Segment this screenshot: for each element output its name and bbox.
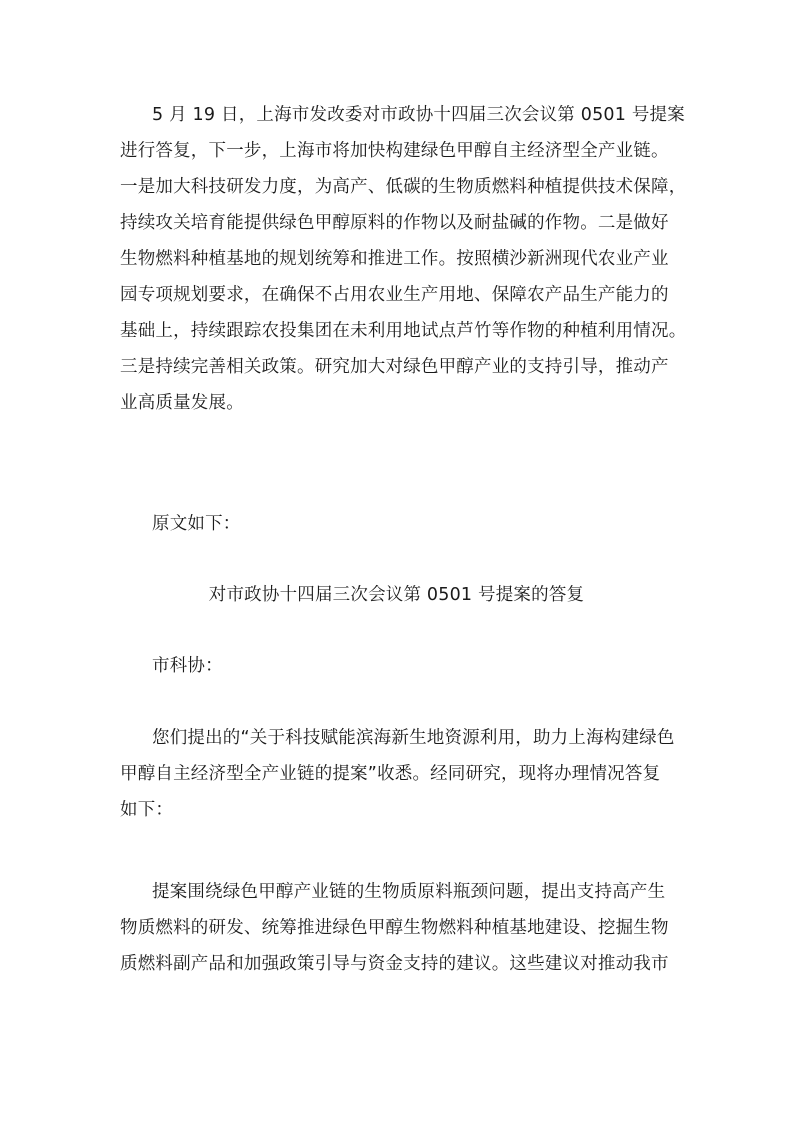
intro-line: 三是持续完善相关政策。研究加大对绿色甲醇产业的支持引导，推动产 bbox=[120, 357, 669, 377]
reply-title: 对市政协十四届三次会议第 0501 号提案的答复 bbox=[208, 585, 585, 605]
response-line: 提案围绕绿色甲醇产业链的生物质原料瓶颈问题，提出支持高产生 bbox=[152, 882, 666, 902]
acknowledgement-line: 如下： bbox=[120, 800, 174, 820]
intro-line: 持续攻关培育能提供绿色甲醇原料的作物以及耐盐碱的作物。二是做好 bbox=[120, 213, 669, 233]
salutation: 市科协： bbox=[152, 656, 223, 676]
intro-line: 5 月 19 日，上海市发改委对市政协十四届三次会议第 0501 号提案 bbox=[152, 105, 685, 125]
intro-line: 基础上，持续跟踪农投集团在未利用地试点芦竹等作物的种植利用情况。 bbox=[120, 321, 687, 341]
intro-line: 园专项规划要求，在确保不占用农业生产用地、保障农产品生产能力的 bbox=[120, 285, 669, 305]
intro-line: 生物燃料种植基地的规划统筹和推进工作。按照横沙新洲现代农业产业 bbox=[120, 249, 669, 269]
response-line: 物质燃料的研发、统筹推进绿色甲醇生物燃料种植基地建设、挖掘生物 bbox=[120, 918, 669, 938]
acknowledgement-line: 您们提出的“关于科技赋能滨海新生地资源利用，助力上海构建绿色 bbox=[152, 728, 675, 748]
intro-line: 一是加大科技研发力度，为高产、低碳的生物质燃料种植提供技术保障， bbox=[120, 177, 687, 197]
intro-line: 业高质量发展。 bbox=[120, 393, 244, 413]
response-line: 质燃料副产品和加强政策引导与资金支持的建议。这些建议对推动我市 bbox=[120, 954, 669, 974]
original-text-label: 原文如下： bbox=[152, 514, 241, 534]
acknowledgement-line: 甲醇自主经济型全产业链的提案”收悉。经同研究，现将办理情况答复 bbox=[120, 764, 661, 784]
intro-line: 进行答复，下一步，上海市将加快构建绿色甲醇自主经济型全产业链。 bbox=[120, 141, 669, 161]
